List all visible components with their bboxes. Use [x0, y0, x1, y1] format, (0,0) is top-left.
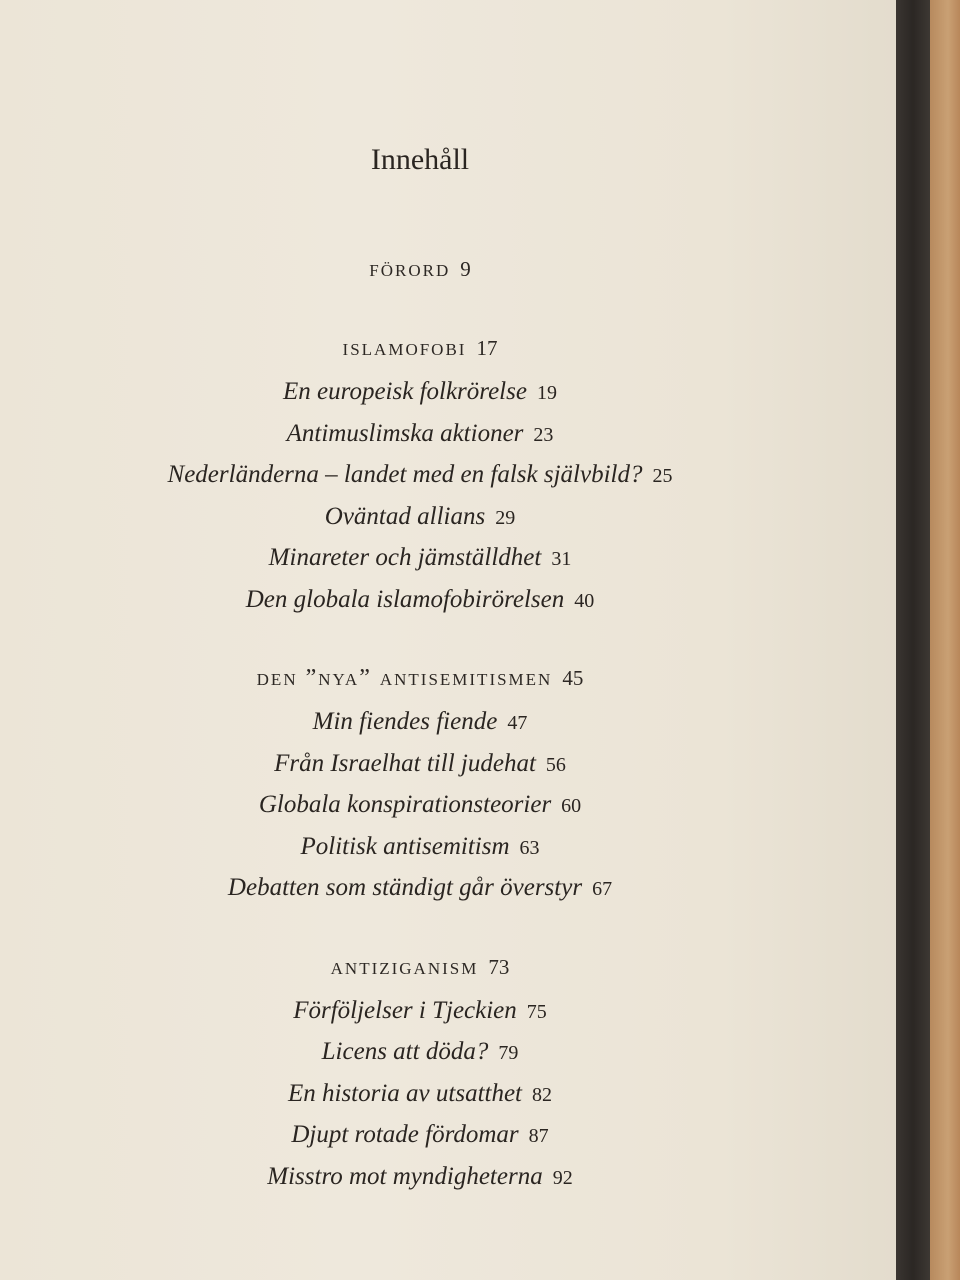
entry-title: Licens att döda? — [321, 1038, 489, 1065]
page-number: 45 — [562, 666, 584, 690]
section-heading — [60, 256, 780, 283]
entry-title: Den globala islamofobirörelsen — [245, 585, 565, 613]
entry-title: Minareter och jämställdhet — [268, 544, 542, 571]
chapter-heading — [60, 954, 780, 981]
table-surface — [930, 0, 960, 1280]
entry-title: En europeisk folkrörelse — [283, 378, 527, 405]
toc-entry — [60, 1157, 780, 1199]
entry-title: Antimuslimska aktioner — [286, 419, 524, 447]
page-number: 23 — [533, 423, 554, 446]
page-number: 31 — [551, 548, 572, 570]
chapter-heading — [60, 335, 780, 362]
page-number: 82 — [532, 1083, 553, 1106]
page-number: 79 — [498, 1042, 519, 1064]
entry-title: Djupt rotade fördomar — [291, 1121, 519, 1148]
page-number: 25 — [652, 465, 673, 487]
toc-entry — [60, 827, 780, 869]
page-number: 87 — [528, 1125, 549, 1147]
page-number: 92 — [552, 1166, 573, 1189]
page-number: 29 — [495, 506, 516, 529]
entry-title: Globala konspirationsteorier — [258, 791, 552, 818]
chapter-label: antiziganism — [330, 953, 479, 980]
toc-entry — [60, 1115, 780, 1157]
toc-entry — [60, 372, 780, 414]
entry-title: Förföljelser i Tjeckien — [293, 996, 517, 1024]
toc-entry — [60, 455, 780, 497]
entry-title: Oväntad allians — [324, 502, 486, 530]
page-number: 17 — [476, 336, 498, 360]
toc-entry — [60, 744, 780, 786]
toc-entry — [60, 1032, 780, 1074]
page-number: 47 — [507, 712, 528, 734]
page-number: 63 — [519, 836, 540, 859]
chapter-section — [60, 954, 780, 1199]
page-number: 9 — [460, 257, 471, 281]
toc-entry — [60, 1074, 780, 1116]
page-number: 56 — [545, 753, 566, 776]
toc-entry — [60, 497, 780, 539]
chapter-section — [60, 665, 780, 910]
page-number: 67 — [592, 878, 613, 900]
page-title: Innehåll — [370, 143, 470, 176]
toc-entry — [60, 702, 780, 744]
chapter-heading — [60, 665, 780, 692]
toc-entry — [60, 991, 780, 1033]
page-number: 73 — [488, 954, 510, 979]
chapter-section — [60, 335, 780, 621]
toc-entry — [60, 538, 780, 580]
toc-entry — [60, 868, 780, 910]
toc-entry — [60, 414, 780, 456]
toc-entry — [60, 580, 780, 622]
chapter-label: den ”nya” antisemitismen — [256, 665, 553, 691]
chapter-label: islamofobi — [342, 335, 467, 361]
foreword-entry — [60, 256, 780, 283]
entry-title: En historia av utsatthet — [287, 1079, 523, 1107]
page-number: 60 — [561, 795, 582, 817]
entry-title: Min fiendes fiende — [312, 708, 498, 735]
table-of-contents — [60, 140, 780, 1242]
toc-entry — [60, 785, 780, 827]
entry-title: Debatten som ständigt går överstyr — [227, 874, 583, 901]
section-label: förord — [369, 256, 451, 282]
entry-title: Politisk antisemitism — [300, 832, 510, 860]
entry-title: Misstro mot myndigheterna — [267, 1162, 543, 1190]
page-number: 19 — [536, 382, 557, 404]
page-number: 75 — [526, 1000, 547, 1023]
entry-title: Från Israelhat till judehat — [274, 749, 536, 777]
book-cover-edge — [896, 0, 930, 1280]
page-number: 40 — [574, 589, 595, 612]
entry-title: Nederländerna – landet med en falsk självbild? — [167, 461, 643, 488]
